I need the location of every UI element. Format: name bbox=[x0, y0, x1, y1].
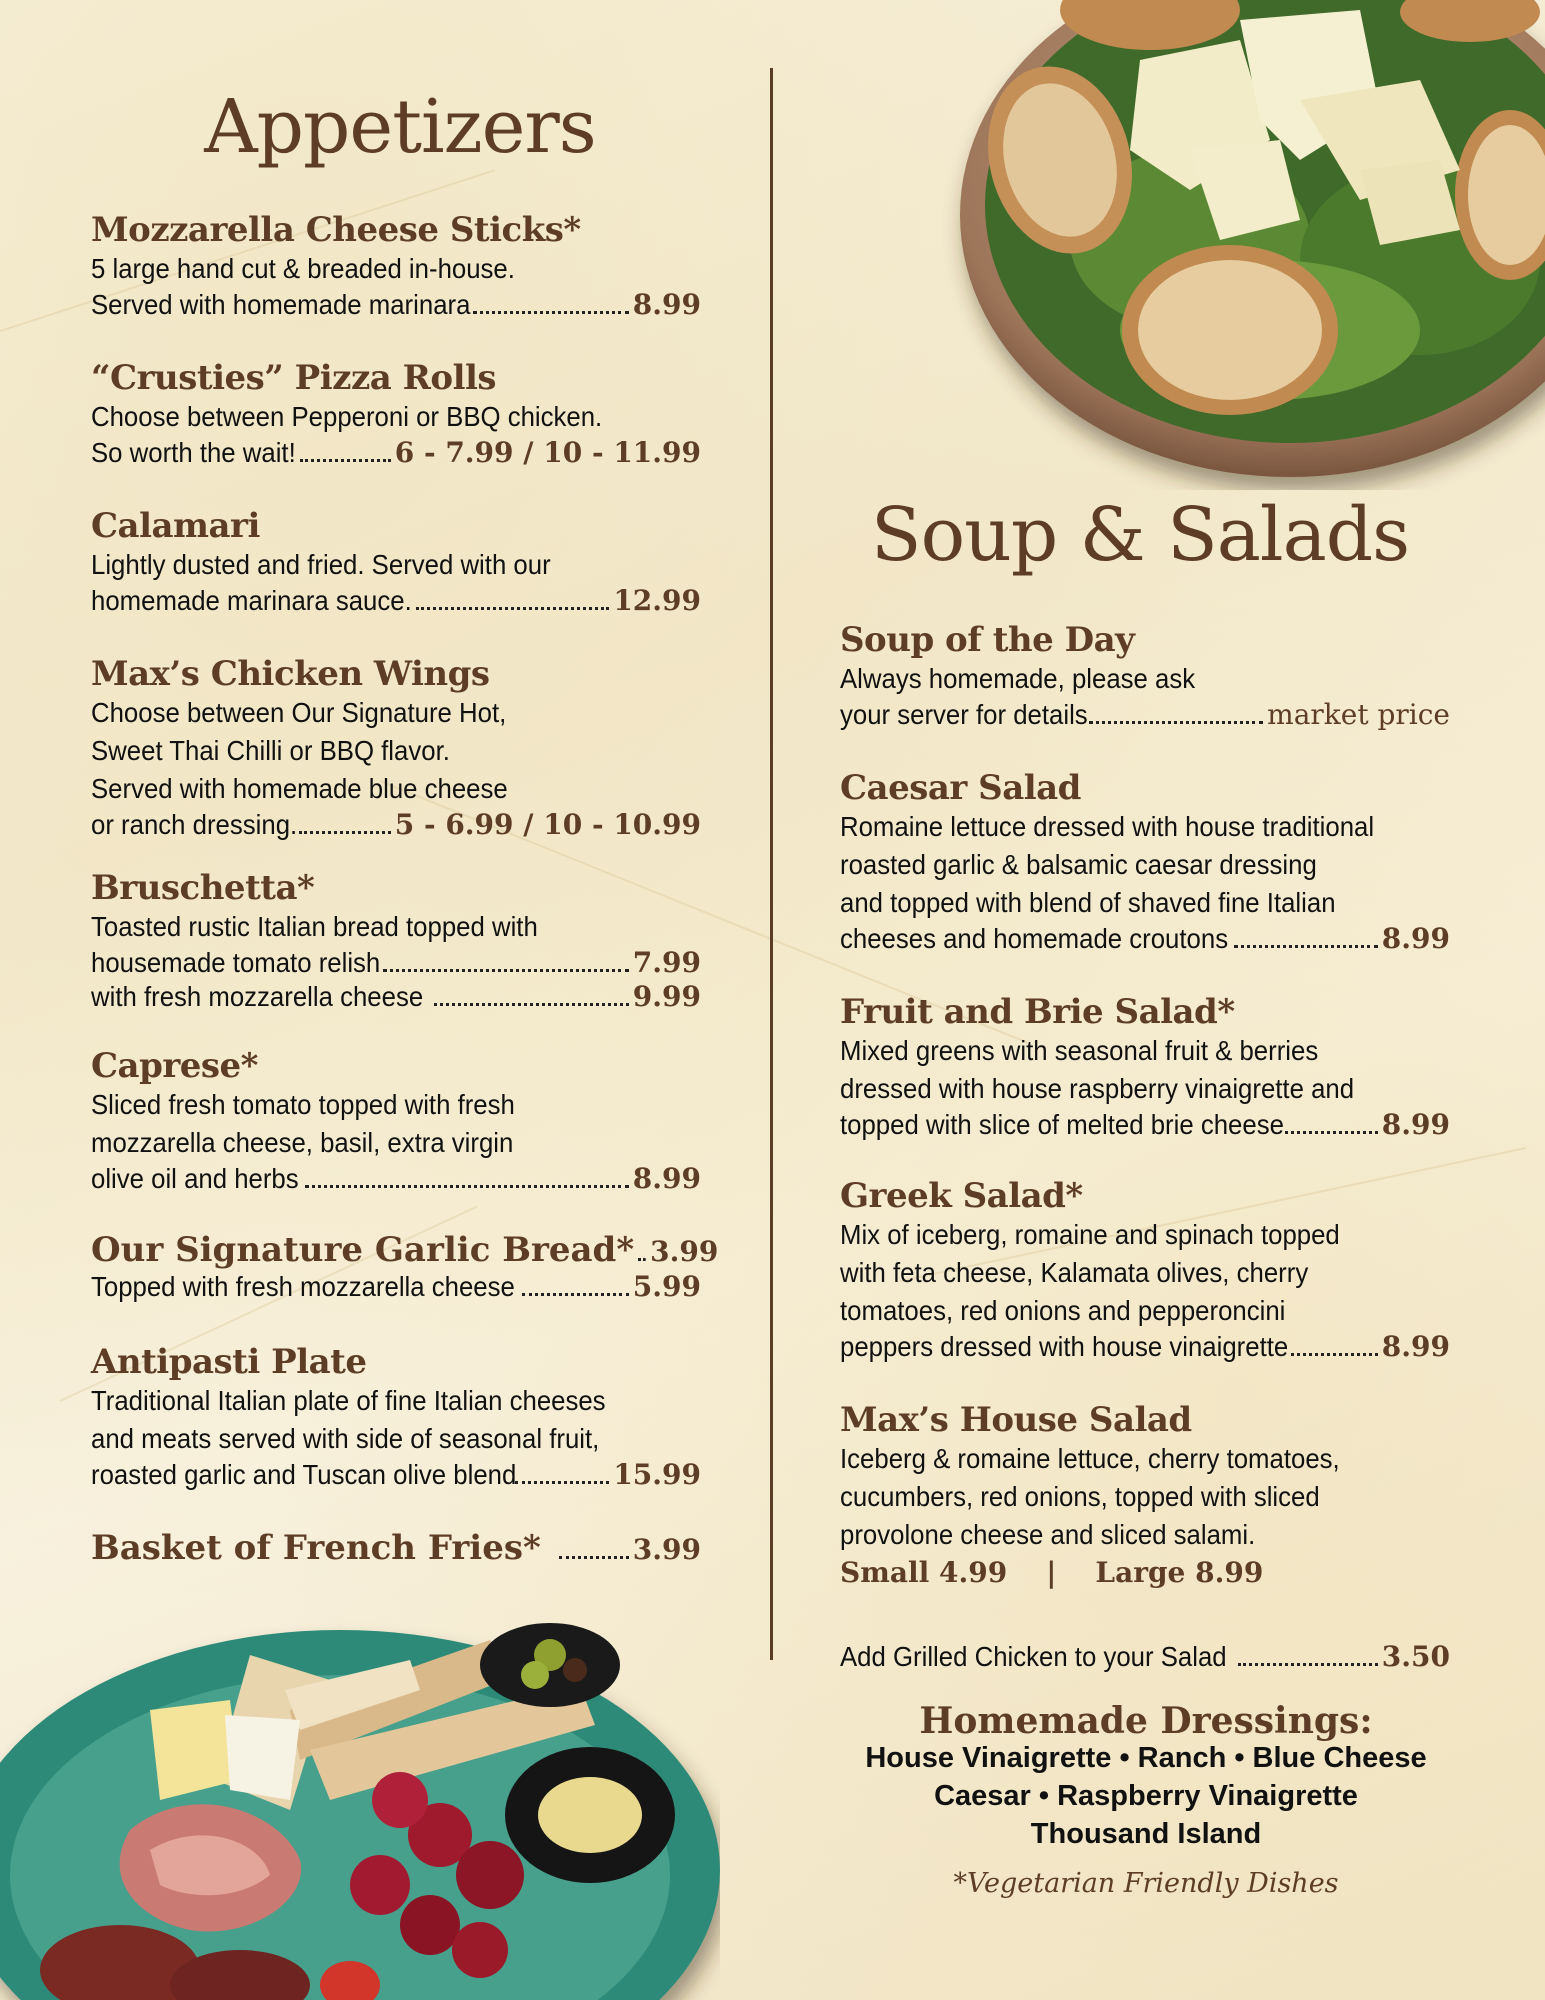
item-description: dressed with house raspberry vinaigrette and bbox=[840, 1073, 1355, 1104]
price-row bbox=[91, 1230, 719, 1270]
leader-dots bbox=[305, 1185, 629, 1188]
item-price: 8.99 bbox=[1381, 922, 1450, 955]
leader-dots bbox=[434, 1003, 629, 1006]
item-price: 7.99 bbox=[632, 946, 701, 979]
item-description: or ranch dressing. bbox=[91, 809, 298, 840]
item-description: olive oil and herbs bbox=[91, 1163, 299, 1194]
item-price: 3.99 bbox=[650, 1235, 719, 1268]
item-description: with feta cheese, Kalamata olives, cherry bbox=[840, 1257, 1309, 1288]
item-name: Fruit and Brie Salad* bbox=[840, 992, 1235, 1032]
price-row bbox=[91, 946, 701, 980]
price-row bbox=[91, 1162, 701, 1196]
item-description: Sweet Thai Chilli or BBQ flavor. bbox=[91, 735, 450, 766]
item-description: Traditional Italian plate of fine Italian cheeses bbox=[91, 1385, 606, 1416]
salad-addon bbox=[840, 1640, 1450, 1674]
item-name: Antipasti Plate bbox=[91, 1342, 367, 1382]
leader-dots bbox=[299, 831, 391, 834]
price-row bbox=[91, 288, 701, 322]
price-row bbox=[840, 922, 1450, 956]
leader-dots bbox=[473, 311, 628, 314]
item-name: Caprese* bbox=[91, 1046, 258, 1086]
menu-item bbox=[840, 1176, 1450, 1364]
price-row bbox=[840, 1640, 1450, 1674]
soup-salads-title: Soup & Salads bbox=[870, 492, 1410, 578]
item-description: Sliced fresh tomato topped with fresh bbox=[91, 1089, 515, 1120]
item-description: your server for details bbox=[840, 699, 1088, 730]
item-price: market price bbox=[1267, 698, 1450, 731]
price-row bbox=[91, 584, 701, 618]
item-price: 12.99 bbox=[613, 584, 701, 617]
item-price: 8.99 bbox=[632, 288, 701, 321]
item-name: Mozzarella Cheese Sticks* bbox=[91, 210, 581, 250]
item-description: roasted garlic & balsamic caesar dressing bbox=[840, 849, 1317, 880]
item-name: Bruschetta* bbox=[91, 868, 315, 908]
appetizers-title: Appetizers bbox=[204, 84, 596, 170]
menu-item bbox=[91, 1342, 701, 1492]
menu-item bbox=[840, 620, 1450, 732]
menu-item bbox=[91, 210, 701, 322]
leader-dots bbox=[638, 1258, 646, 1261]
dressings-list: House Vinaigrette • Ranch • Blue Cheese bbox=[865, 1742, 1427, 1774]
leader-dots bbox=[522, 1293, 629, 1296]
leader-dots bbox=[1089, 721, 1263, 724]
item-price: 9.99 bbox=[632, 980, 701, 1013]
item-name: Max’s Chicken Wings bbox=[91, 654, 490, 694]
menu-item bbox=[91, 654, 701, 842]
item-description: Mixed greens with seasonal fruit & berries bbox=[840, 1035, 1319, 1066]
item-description: provolone cheese and sliced salami. bbox=[840, 1519, 1256, 1550]
leader-dots bbox=[1238, 1663, 1378, 1666]
item-name: “Crusties” Pizza Rolls bbox=[91, 358, 497, 398]
item-description: peppers dressed with house vinaigrette bbox=[840, 1331, 1289, 1362]
price-row bbox=[91, 808, 701, 842]
item-description: Served with homemade marinara bbox=[91, 289, 471, 320]
menu-item bbox=[91, 868, 701, 1014]
item-description: So worth the wait! bbox=[91, 437, 296, 468]
item-description: roasted garlic and Tuscan olive blend bbox=[91, 1459, 517, 1490]
item-description: and meats served with side of seasonal fruit, bbox=[91, 1423, 600, 1454]
item-name: Greek Salad* bbox=[840, 1176, 1083, 1216]
price-row bbox=[91, 1528, 701, 1568]
item-description: Romaine lettuce dressed with house traditional bbox=[840, 811, 1375, 842]
price-row bbox=[91, 1458, 701, 1492]
item-description: 5 large hand cut & breaded in-house. bbox=[91, 253, 515, 284]
price-row bbox=[840, 698, 1450, 732]
item-description: tomatoes, red onions and pepperoncini bbox=[840, 1295, 1286, 1326]
price-row bbox=[91, 980, 701, 1014]
antipasti-plate-photo bbox=[0, 1600, 720, 2000]
item-description: Mix of iceberg, romaine and spinach topped bbox=[840, 1219, 1340, 1250]
item-price: 8.99 bbox=[1381, 1330, 1450, 1363]
item-description: cheeses and homemade croutons bbox=[840, 923, 1229, 954]
price-row bbox=[91, 436, 701, 470]
price-row bbox=[91, 1270, 701, 1304]
item-description: housemade tomato relish bbox=[91, 947, 381, 978]
addon-price: 3.50 bbox=[1381, 1640, 1450, 1673]
item-price: 8.99 bbox=[1381, 1108, 1450, 1141]
item-description: Toasted rustic Italian bread topped with bbox=[91, 911, 538, 942]
menu-item bbox=[91, 1528, 701, 1568]
item-price: 15.99 bbox=[613, 1458, 701, 1491]
leader-dots bbox=[383, 969, 628, 972]
item-description: Topped with fresh mozzarella cheese bbox=[91, 1271, 515, 1302]
item-description: Choose between Pepperoni or BBQ chicken. bbox=[91, 401, 603, 432]
leader-dots bbox=[1291, 1353, 1378, 1356]
menu-item bbox=[840, 1400, 1450, 1592]
vegetarian-footnote: *Vegetarian Friendly Dishes bbox=[953, 1868, 1339, 1899]
menu-item bbox=[91, 1230, 719, 1304]
item-description: and topped with blend of shaved fine Italian bbox=[840, 887, 1336, 918]
leader-dots bbox=[559, 1556, 629, 1559]
leader-dots bbox=[515, 1481, 609, 1484]
menu-item bbox=[91, 1046, 701, 1196]
item-name: Basket of French Fries* bbox=[91, 1528, 541, 1568]
item-description: Always homemade, please ask bbox=[840, 663, 1196, 694]
item-sizes: Small 4.99 | Large 8.99 bbox=[840, 1556, 1264, 1589]
item-description: Iceberg & romaine lettuce, cherry tomatoes, bbox=[840, 1443, 1340, 1474]
item-name: Calamari bbox=[91, 506, 260, 546]
caesar-salad-photo bbox=[940, 0, 1545, 490]
leader-dots bbox=[416, 607, 610, 610]
item-description: homemade marinara sauce. bbox=[91, 585, 412, 616]
dressings-list: Thousand Island bbox=[1030, 1818, 1262, 1850]
leader-dots bbox=[1285, 1131, 1378, 1134]
dressings-title: Homemade Dressings: bbox=[919, 1700, 1373, 1742]
item-description: with fresh mozzarella cheese bbox=[91, 981, 424, 1012]
item-price: 8.99 bbox=[632, 1162, 701, 1195]
item-name: Caesar Salad bbox=[840, 768, 1081, 808]
menu-item bbox=[91, 506, 701, 618]
price-row bbox=[840, 1330, 1450, 1364]
item-name: Max’s House Salad bbox=[840, 1400, 1192, 1440]
leader-dots bbox=[300, 459, 391, 462]
item-description: mozzarella cheese, basil, extra virgin bbox=[91, 1127, 514, 1158]
menu-item bbox=[840, 768, 1450, 956]
addon-text: Add Grilled Chicken to your Salad bbox=[840, 1641, 1227, 1672]
item-name: Our Signature Garlic Bread* bbox=[91, 1230, 635, 1270]
item-description: Choose between Our Signature Hot, bbox=[91, 697, 507, 728]
dressings-list: Caesar • Raspberry Vinaigrette bbox=[934, 1780, 1358, 1812]
menu-item bbox=[91, 358, 701, 470]
item-description: Served with homemade blue cheese bbox=[91, 773, 508, 804]
column-divider bbox=[770, 68, 773, 1660]
item-price: 6 - 7.99 / 10 - 11.99 bbox=[394, 436, 701, 469]
item-name: Soup of the Day bbox=[840, 620, 1135, 660]
item-description: cucumbers, red onions, topped with sliced bbox=[840, 1481, 1320, 1512]
item-description: topped with slice of melted brie cheese bbox=[840, 1109, 1284, 1140]
leader-dots bbox=[1234, 945, 1378, 948]
menu-item bbox=[840, 992, 1450, 1142]
item-price: 5 - 6.99 / 10 - 10.99 bbox=[394, 808, 701, 841]
price-row bbox=[840, 1108, 1450, 1142]
item-price: 5.99 bbox=[632, 1270, 701, 1303]
item-price: 3.99 bbox=[632, 1533, 701, 1566]
item-description: Lightly dusted and fried. Served with our bbox=[91, 549, 551, 580]
